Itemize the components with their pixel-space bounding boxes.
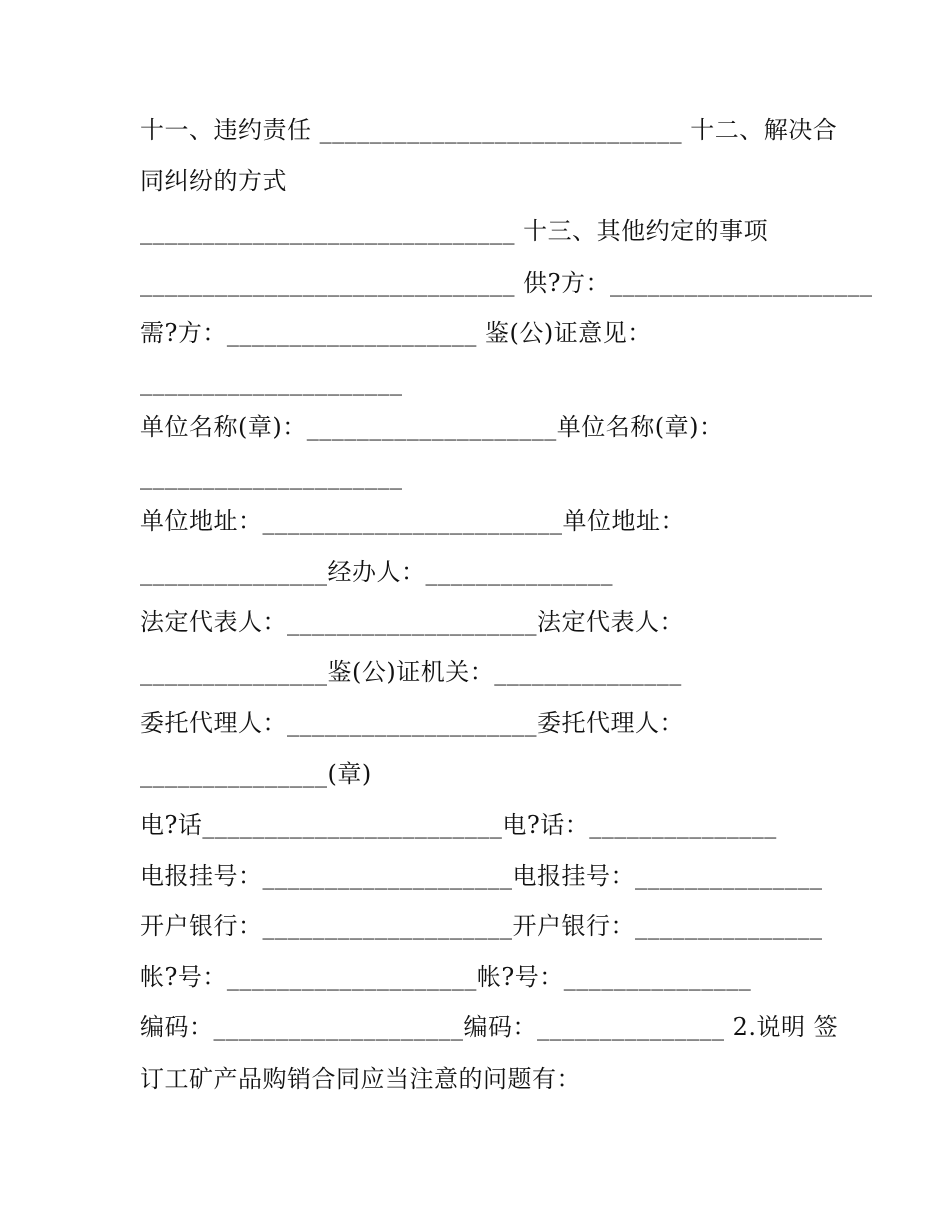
text-line-19: 编码：____________________编码：_______________ 2.说明 签: [140, 1013, 839, 1041]
text-line-8: _____________________: [140, 462, 403, 490]
text-line-12: _______________鉴(公)证机关：_______________: [140, 658, 682, 686]
text-line-10: _______________经办人：_______________: [140, 558, 613, 586]
text-line-17: 开户银行：____________________开户银行：_______________: [140, 912, 823, 940]
text-line-3: ______________________________ 十三、其他约定的事项: [140, 217, 769, 245]
text-line-11: 法定代表人：____________________法定代表人：: [140, 608, 684, 636]
text-line-5: 需?方：____________________ 鉴(公)证意见：: [140, 319, 652, 347]
text-line-13: 委托代理人：____________________委托代理人：: [140, 709, 684, 737]
text-line-15: 电?话________________________电?话：_______________: [140, 811, 777, 839]
text-line-7: 单位名称(章)：____________________单位名称(章)：: [140, 413, 724, 441]
text-line-14: _______________(章): [140, 760, 372, 788]
text-line-4: ______________________________ 供?方：_____________________: [140, 269, 873, 297]
text-line-6: _____________________: [140, 368, 403, 396]
text-line-2: 同纠纷的方式: [140, 167, 287, 195]
text-line-1: 十一、违约责任 _____________________________ 十二、解决合: [140, 116, 838, 144]
text-line-18: 帐?号：____________________帐?号：_______________: [140, 963, 752, 991]
text-line-9: 单位地址：________________________单位地址：: [140, 507, 685, 535]
text-line-16: 电报挂号：____________________电报挂号：_______________: [140, 862, 823, 890]
text-line-20: 订工矿产品购销合同应当注意的问题有：: [140, 1065, 581, 1093]
